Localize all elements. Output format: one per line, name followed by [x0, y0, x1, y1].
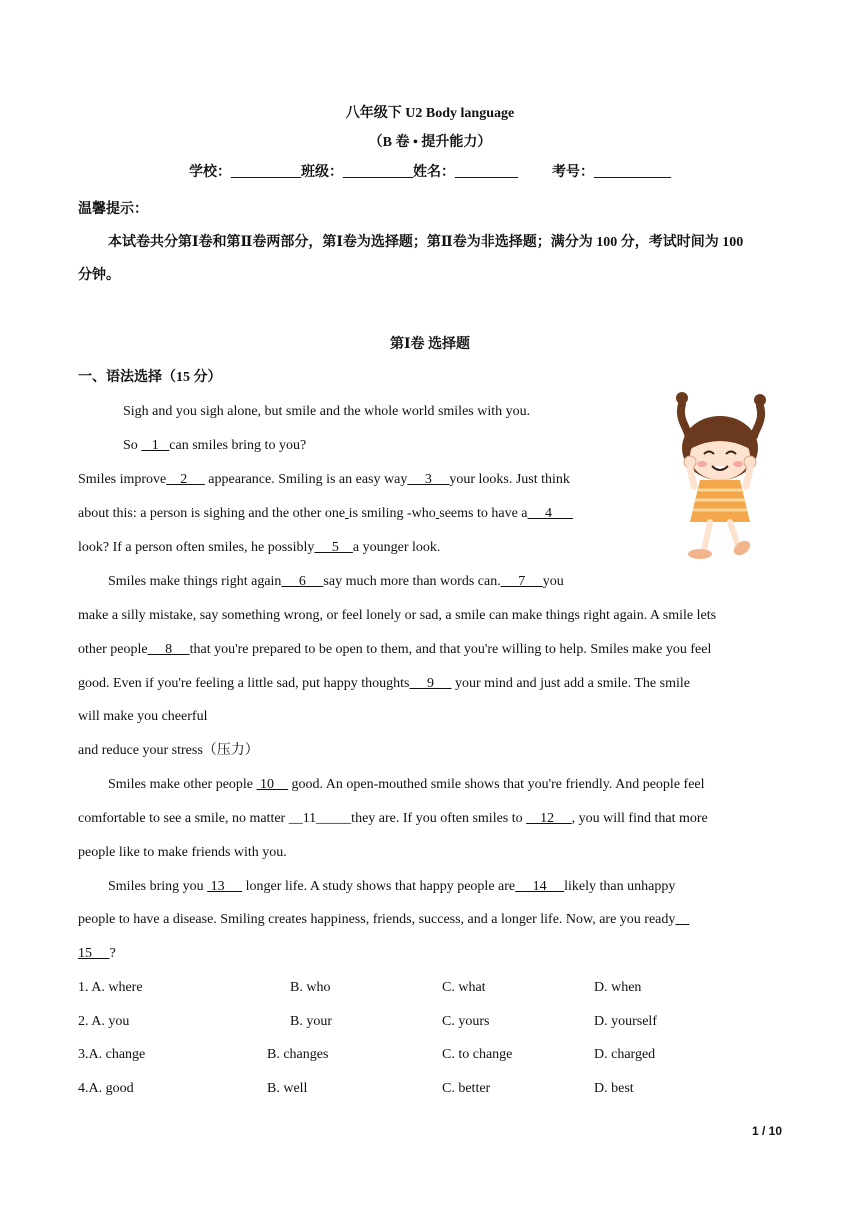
passage-line [78, 809, 784, 829]
passage-line [108, 572, 814, 592]
option-1a[interactable]: 1. A. where [78, 980, 143, 995]
passage-line [78, 640, 784, 660]
passage-line: Sigh and you sigh alone, but smile and the whole world smiles with you. [123, 404, 531, 419]
passage-line [78, 910, 784, 930]
passage-line [78, 674, 784, 694]
tips-label: 温馨提示： [78, 202, 148, 217]
blank-8[interactable]: 8 [147, 642, 190, 657]
passage-text: ? [109, 946, 116, 961]
option-3b[interactable]: B. changes [267, 1047, 329, 1062]
passage-text: you [542, 574, 564, 589]
option-4b[interactable]: B. well [267, 1081, 308, 1096]
passage-text: can smiles bring to you? [169, 438, 307, 453]
passage-text: a younger look. [352, 540, 441, 555]
underline-space [675, 912, 689, 927]
student-info-row [0, 163, 860, 183]
class-label: 班级： [301, 165, 343, 180]
page-number: 1 / 10 [751, 1124, 782, 1138]
passage-text: say much more than words can. [323, 574, 501, 589]
passage-text: is smiling -who [348, 506, 436, 521]
class-blank[interactable]: __________ [343, 165, 413, 180]
school-blank[interactable]: __________ [231, 165, 301, 180]
passage-text: Smiles make things right again [108, 574, 282, 589]
tips-text-line2: 分钟。 [78, 268, 120, 283]
passage-text: your looks. Just think [449, 472, 570, 487]
passage-text: longer life. A study shows that happy people are [242, 879, 516, 894]
name-label: 姓名： [413, 165, 455, 180]
passage-text: about this: a person is sighing and the other one [78, 506, 346, 521]
passage-text: So [123, 438, 142, 453]
id-blank[interactable]: ___________ [594, 165, 671, 180]
passage-text: look? If a person often smiles, he possibly [78, 540, 315, 555]
passage-text: Smiles make other people [108, 777, 257, 792]
name-blank[interactable]: _________ [455, 165, 518, 180]
school-label: 学校： [189, 165, 231, 180]
option-2c[interactable]: C. yours [442, 1014, 490, 1029]
passage-line: make a silly mistake, say something wrong, or feel lonely or sad, a smile can make things right again. A smile lets [78, 608, 717, 623]
blank-1[interactable]: 1 [141, 438, 170, 453]
passage-text: likely than unhappy [564, 879, 676, 894]
blank-5[interactable]: 5 [314, 540, 353, 555]
part-title: 一、语法选择（15 分） [78, 370, 222, 385]
passage-text: people to have a disease. Smiling creates happiness, friends, success, and a longer life. Now, are you ready [78, 912, 676, 927]
passage-line [108, 775, 814, 795]
option-2a[interactable]: 2. A. you [78, 1014, 130, 1029]
passage-text: comfortable to see a smile, no matter __11_____they are. If you often smiles to [78, 811, 527, 826]
option-2d[interactable]: D. yourself [594, 1014, 657, 1029]
blank-15[interactable]: 15 [78, 946, 110, 961]
passage-text: Smiles improve [78, 472, 167, 487]
id-label: 考号： [552, 165, 594, 180]
passage-line [108, 877, 814, 897]
blank-9[interactable]: 9 [409, 676, 452, 691]
passage-text: your mind and just add a smile. The smile [451, 676, 690, 691]
blank-7[interactable]: 7 [500, 574, 543, 589]
blank-6[interactable]: 6 [281, 574, 324, 589]
option-2b[interactable]: B. your [290, 1014, 332, 1029]
option-4d[interactable]: D. best [594, 1081, 634, 1096]
tips-text-line1: 本试卷共分第Ⅰ卷和第Ⅱ卷两部分，第Ⅰ卷为选择题；第Ⅱ卷为非选择题；满分为 100 分，考试时间为 100 [108, 235, 744, 250]
passage-text: seems to have a [439, 506, 528, 521]
passage-text: , you will find that more [571, 811, 708, 826]
blank-14[interactable]: 14 [515, 879, 565, 894]
document-subtitle: （B 卷 • 提升能力） [368, 135, 492, 150]
blank-2[interactable]: 2 [166, 472, 205, 487]
passage-text: that you're prepared to be open to them, and that you're willing to help. Smiles make you feel [189, 642, 712, 657]
passage-line: will make you cheerful [78, 709, 208, 724]
passage-line [78, 944, 784, 964]
option-1b[interactable]: B. who [290, 980, 331, 995]
passage-text: Smiles bring you [108, 879, 208, 894]
passage-text: good. An open-mouthed smile shows that you're friendly. And people feel [288, 777, 705, 792]
blank-3[interactable]: 3 [407, 472, 450, 487]
option-1c[interactable]: C. what [442, 980, 486, 995]
passage-line: and reduce your stress（压力） [78, 743, 259, 758]
option-1d[interactable]: D. when [594, 980, 642, 995]
option-3a[interactable]: 3.A. change [78, 1047, 146, 1062]
passage-text: other people [78, 642, 148, 657]
passage-line: people like to make friends with you. [78, 845, 287, 860]
document-title: 八年级下 U2 Body language [345, 106, 515, 121]
option-3d[interactable]: D. charged [594, 1047, 656, 1062]
blank-10[interactable]: 10 [256, 777, 289, 792]
option-4a[interactable]: 4.A. good [78, 1081, 134, 1096]
blank-13[interactable]: 13 [207, 879, 243, 894]
option-4c[interactable]: C. better [442, 1081, 491, 1096]
smiling-girl-icon [660, 390, 780, 566]
passage-text: good. Even if you're feeling a little sad, put happy thoughts [78, 676, 410, 691]
option-3c[interactable]: C. to change [442, 1047, 513, 1062]
volume-title: 第Ⅰ卷 选择题 [389, 337, 471, 352]
blank-12[interactable]: 12 [526, 811, 572, 826]
blank-4[interactable]: 4 [527, 506, 573, 521]
passage-text: appearance. Smiling is an easy way [204, 472, 408, 487]
